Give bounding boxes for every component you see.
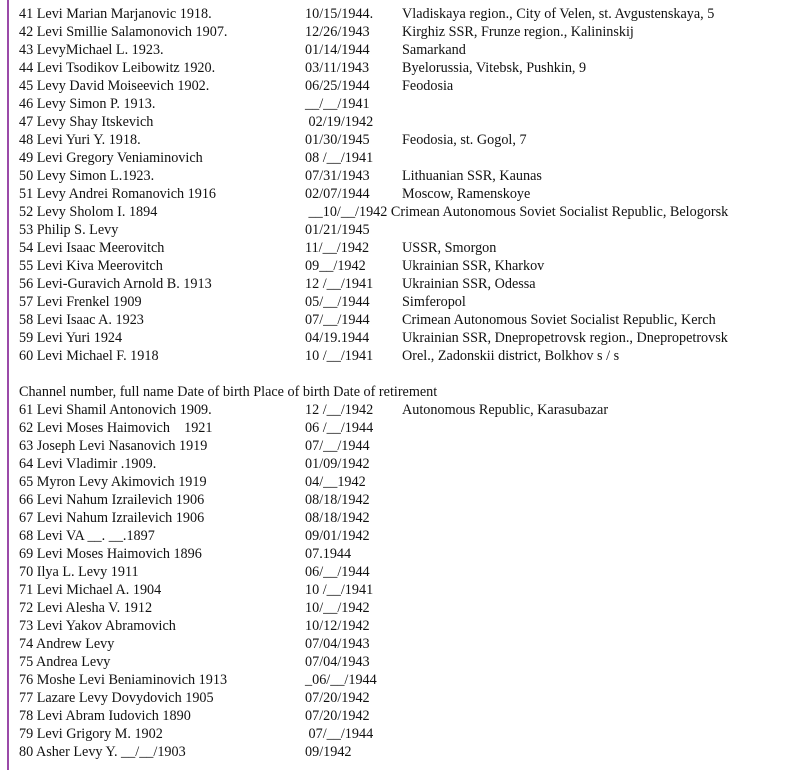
record-name: 55 Levi Kiva Meerovitch bbox=[19, 258, 163, 274]
record-name: 64 Levi Vladimir .1909. bbox=[19, 456, 157, 472]
record-row bbox=[19, 707, 787, 725]
record-name: 60 Levi Michael F. 1918 bbox=[19, 348, 159, 364]
record-place: Feodosia bbox=[402, 78, 454, 94]
record-row bbox=[19, 329, 787, 347]
record-place: Feodosia, st. Gogol, 7 bbox=[402, 132, 527, 148]
record-place: Ukrainian SSR, Dnepropetrovsk region., Dnepropetrovsk bbox=[402, 330, 728, 346]
record-place: Samarkand bbox=[402, 42, 466, 58]
record-name: 51 Levy Andrei Romanovich 1916 bbox=[19, 186, 217, 202]
record-date: 07/20/1942 bbox=[305, 690, 370, 706]
record-name: 70 Ilya L. Levy 1911 bbox=[19, 564, 139, 580]
record-date: 07/20/1942 bbox=[305, 708, 370, 724]
record-date: 10 /__/1941 bbox=[305, 582, 374, 598]
record-row bbox=[19, 149, 787, 167]
record-name: 56 Levi-Guravich Arnold B. 1913 bbox=[19, 276, 212, 292]
record-place: Crimean Autonomous Soviet Socialist Republic, Kerch bbox=[402, 312, 716, 328]
record-row bbox=[19, 725, 787, 743]
record-date: 12 /__/1942 bbox=[305, 402, 374, 418]
record-date: 05/__/1944 bbox=[305, 294, 370, 310]
record-name: 59 Levi Yuri 1924 bbox=[19, 330, 123, 346]
record-row bbox=[19, 473, 787, 491]
column-header-text: Channel number, full name Date of birth Place of birth Date of retirement bbox=[19, 384, 438, 400]
record-date: 01/30/1945 bbox=[305, 132, 370, 148]
record-list-41-60 bbox=[19, 5, 787, 365]
record-date: 06/__/1944 bbox=[305, 564, 370, 580]
blank-line bbox=[19, 365, 787, 383]
record-date: 01/09/1942 bbox=[305, 456, 370, 472]
record-row bbox=[19, 311, 787, 329]
record-date: 09/01/1942 bbox=[305, 528, 370, 544]
record-row bbox=[19, 509, 787, 527]
record-date: 01/21/1945 bbox=[305, 222, 370, 238]
record-row bbox=[19, 617, 787, 635]
record-row bbox=[19, 59, 787, 77]
record-name: 54 Levi Isaac Meerovitch bbox=[19, 240, 165, 256]
record-row bbox=[19, 5, 787, 23]
record-date: 11/__/1942 bbox=[305, 240, 370, 256]
record-name: 52 Levy Sholom I. 1894 bbox=[19, 204, 158, 220]
record-name: 49 Levi Gregory Veniaminovich bbox=[19, 150, 203, 166]
record-row bbox=[19, 221, 787, 239]
record-place: Lithuanian SSR, Kaunas bbox=[402, 168, 542, 184]
record-name: 43 LevyMichael L. 1923. bbox=[19, 42, 164, 58]
record-row bbox=[19, 41, 787, 59]
record-place: Autonomous Republic, Karasubazar bbox=[402, 402, 609, 418]
column-header-line bbox=[19, 383, 787, 401]
record-row bbox=[19, 743, 787, 761]
record-row bbox=[19, 455, 787, 473]
record-date: 08 /__/1941 bbox=[305, 150, 374, 166]
record-date: 09__/1942 bbox=[305, 258, 366, 274]
record-name: 61 Levi Shamil Antonovich 1909. bbox=[19, 402, 212, 418]
record-name: 74 Andrew Levy bbox=[19, 636, 115, 652]
record-row bbox=[19, 185, 787, 203]
record-row bbox=[19, 131, 787, 149]
record-date: 07/__/1944 bbox=[305, 438, 370, 454]
record-row bbox=[19, 491, 787, 509]
record-name: 57 Levi Frenkel 1909 bbox=[19, 294, 142, 310]
record-row bbox=[19, 239, 787, 257]
record-name: 46 Levy Simon P. 1913. bbox=[19, 96, 156, 112]
record-name: 47 Levy Shay Itskevich bbox=[19, 114, 154, 130]
record-date: 07/04/1943 bbox=[305, 636, 370, 652]
record-date: 10/12/1942 bbox=[305, 618, 370, 634]
record-date: 12/26/1943 bbox=[305, 24, 370, 40]
record-date: 07/04/1943 bbox=[305, 654, 370, 670]
record-name: 44 Levi Tsodikov Leibowitz 1920. bbox=[19, 60, 216, 76]
record-name: 67 Levi Nahum Izrailevich 1906 bbox=[19, 510, 205, 526]
record-place: Orel., Zadonskii district, Bolkhov s / s bbox=[402, 348, 620, 364]
record-date: 07/31/1943 bbox=[305, 168, 370, 184]
record-place: Simferopol bbox=[402, 294, 466, 310]
record-row bbox=[19, 95, 787, 113]
document-body bbox=[19, 5, 787, 761]
record-place: Moscow, Ramenskoye bbox=[402, 186, 531, 202]
record-row bbox=[19, 257, 787, 275]
record-place: Vladiskaya region., City of Velen, st. Avgustenskaya, 5 bbox=[402, 6, 715, 22]
record-date: 08/18/1942 bbox=[305, 492, 370, 508]
record-date: 06 /__/1944 bbox=[305, 420, 374, 436]
record-row bbox=[19, 401, 787, 419]
record-name: 58 Levi Isaac A. 1923 bbox=[19, 312, 144, 328]
record-row bbox=[19, 635, 787, 653]
record-place: Byelorussia, Vitebsk, Pushkin, 9 bbox=[402, 60, 587, 76]
record-row bbox=[19, 167, 787, 185]
record-list-61-80 bbox=[19, 401, 787, 761]
record-name: 69 Levi Moses Haimovich 1896 bbox=[19, 546, 202, 562]
record-place: Kirghiz SSR, Frunze region., Kalininskij bbox=[402, 24, 634, 40]
record-place: Ukrainian SSR, Kharkov bbox=[402, 258, 545, 274]
record-date: 02/19/1942 bbox=[305, 114, 374, 130]
record-name: 77 Lazare Levy Dovydovich 1905 bbox=[19, 690, 214, 706]
record-date: 01/14/1944 bbox=[305, 42, 370, 58]
record-name: 50 Levy Simon L.1923. bbox=[19, 168, 155, 184]
record-row bbox=[19, 203, 787, 221]
record-date: 04/19.1944 bbox=[305, 330, 370, 346]
record-name: 80 Asher Levy Y. __/__/1903 bbox=[19, 744, 186, 760]
record-name: 63 Joseph Levi Nasanovich 1919 bbox=[19, 438, 208, 454]
record-row bbox=[19, 113, 787, 131]
record-row bbox=[19, 653, 787, 671]
record-date: 08/18/1942 bbox=[305, 510, 370, 526]
record-date: __/__/1941 bbox=[305, 96, 370, 112]
record-date: _06/__/1944 bbox=[305, 672, 377, 688]
record-name: 79 Levi Grigory M. 1902 bbox=[19, 726, 163, 742]
record-name: 41 Levi Marian Marjanovic 1918. bbox=[19, 6, 212, 22]
record-name: 66 Levi Nahum Izrailevich 1906 bbox=[19, 492, 205, 508]
record-date: 02/07/1944 bbox=[305, 186, 370, 202]
record-name: 68 Levi VA __. __.1897 bbox=[19, 528, 155, 544]
record-date: 04/__1942 bbox=[305, 474, 366, 490]
record-name: 48 Levi Yuri Y. 1918. bbox=[19, 132, 141, 148]
record-name: 45 Levy David Moiseevich 1902. bbox=[19, 78, 210, 94]
record-name: 71 Levi Michael A. 1904 bbox=[19, 582, 162, 598]
record-row bbox=[19, 545, 787, 563]
record-row bbox=[19, 527, 787, 545]
record-row bbox=[19, 563, 787, 581]
record-date: 10/__/1942 bbox=[305, 600, 370, 616]
record-date: 07/__/1944 bbox=[305, 726, 374, 742]
record-date: 10/15/1944. bbox=[305, 6, 374, 22]
left-border-rule bbox=[7, 0, 9, 770]
record-name: 65 Myron Levy Akimovich 1919 bbox=[19, 474, 207, 490]
record-date: 10 /__/1941 bbox=[305, 348, 374, 364]
record-place: USSR, Smorgon bbox=[402, 240, 497, 256]
record-row bbox=[19, 293, 787, 311]
record-date: 12 /__/1941 bbox=[305, 276, 374, 292]
record-row bbox=[19, 275, 787, 293]
record-row bbox=[19, 437, 787, 455]
record-date: 03/11/1943 bbox=[305, 60, 370, 76]
record-row bbox=[19, 77, 787, 95]
record-name: 72 Levi Alesha V. 1912 bbox=[19, 600, 153, 616]
record-name: 73 Levi Yakov Abramovich bbox=[19, 618, 176, 634]
record-name: 53 Philip S. Levy bbox=[19, 222, 119, 238]
record-name: 42 Levi Smillie Salamonovich 1907. bbox=[19, 24, 228, 40]
record-row bbox=[19, 689, 787, 707]
record-name: 78 Levi Abram Iudovich 1890 bbox=[19, 708, 191, 724]
record-row bbox=[19, 581, 787, 599]
record-date: 06/25/1944 bbox=[305, 78, 370, 94]
record-row bbox=[19, 23, 787, 41]
record-name: 76 Moshe Levi Beniaminovich 1913 bbox=[19, 672, 228, 688]
record-row bbox=[19, 671, 787, 689]
record-name: 62 Levi Moses Haimovich 1921 bbox=[19, 420, 213, 436]
record-row bbox=[19, 347, 787, 365]
record-date: __10/__/1942 Crimean Autonomous Soviet Socialist Republic, Belogorsk bbox=[305, 204, 729, 220]
record-row bbox=[19, 599, 787, 617]
record-date: 07/__/1944 bbox=[305, 312, 370, 328]
record-row bbox=[19, 419, 787, 437]
record-date: 09/1942 bbox=[305, 744, 352, 760]
record-place: Ukrainian SSR, Odessa bbox=[402, 276, 536, 292]
record-date: 07.1944 bbox=[305, 546, 352, 562]
record-name: 75 Andrea Levy bbox=[19, 654, 111, 670]
